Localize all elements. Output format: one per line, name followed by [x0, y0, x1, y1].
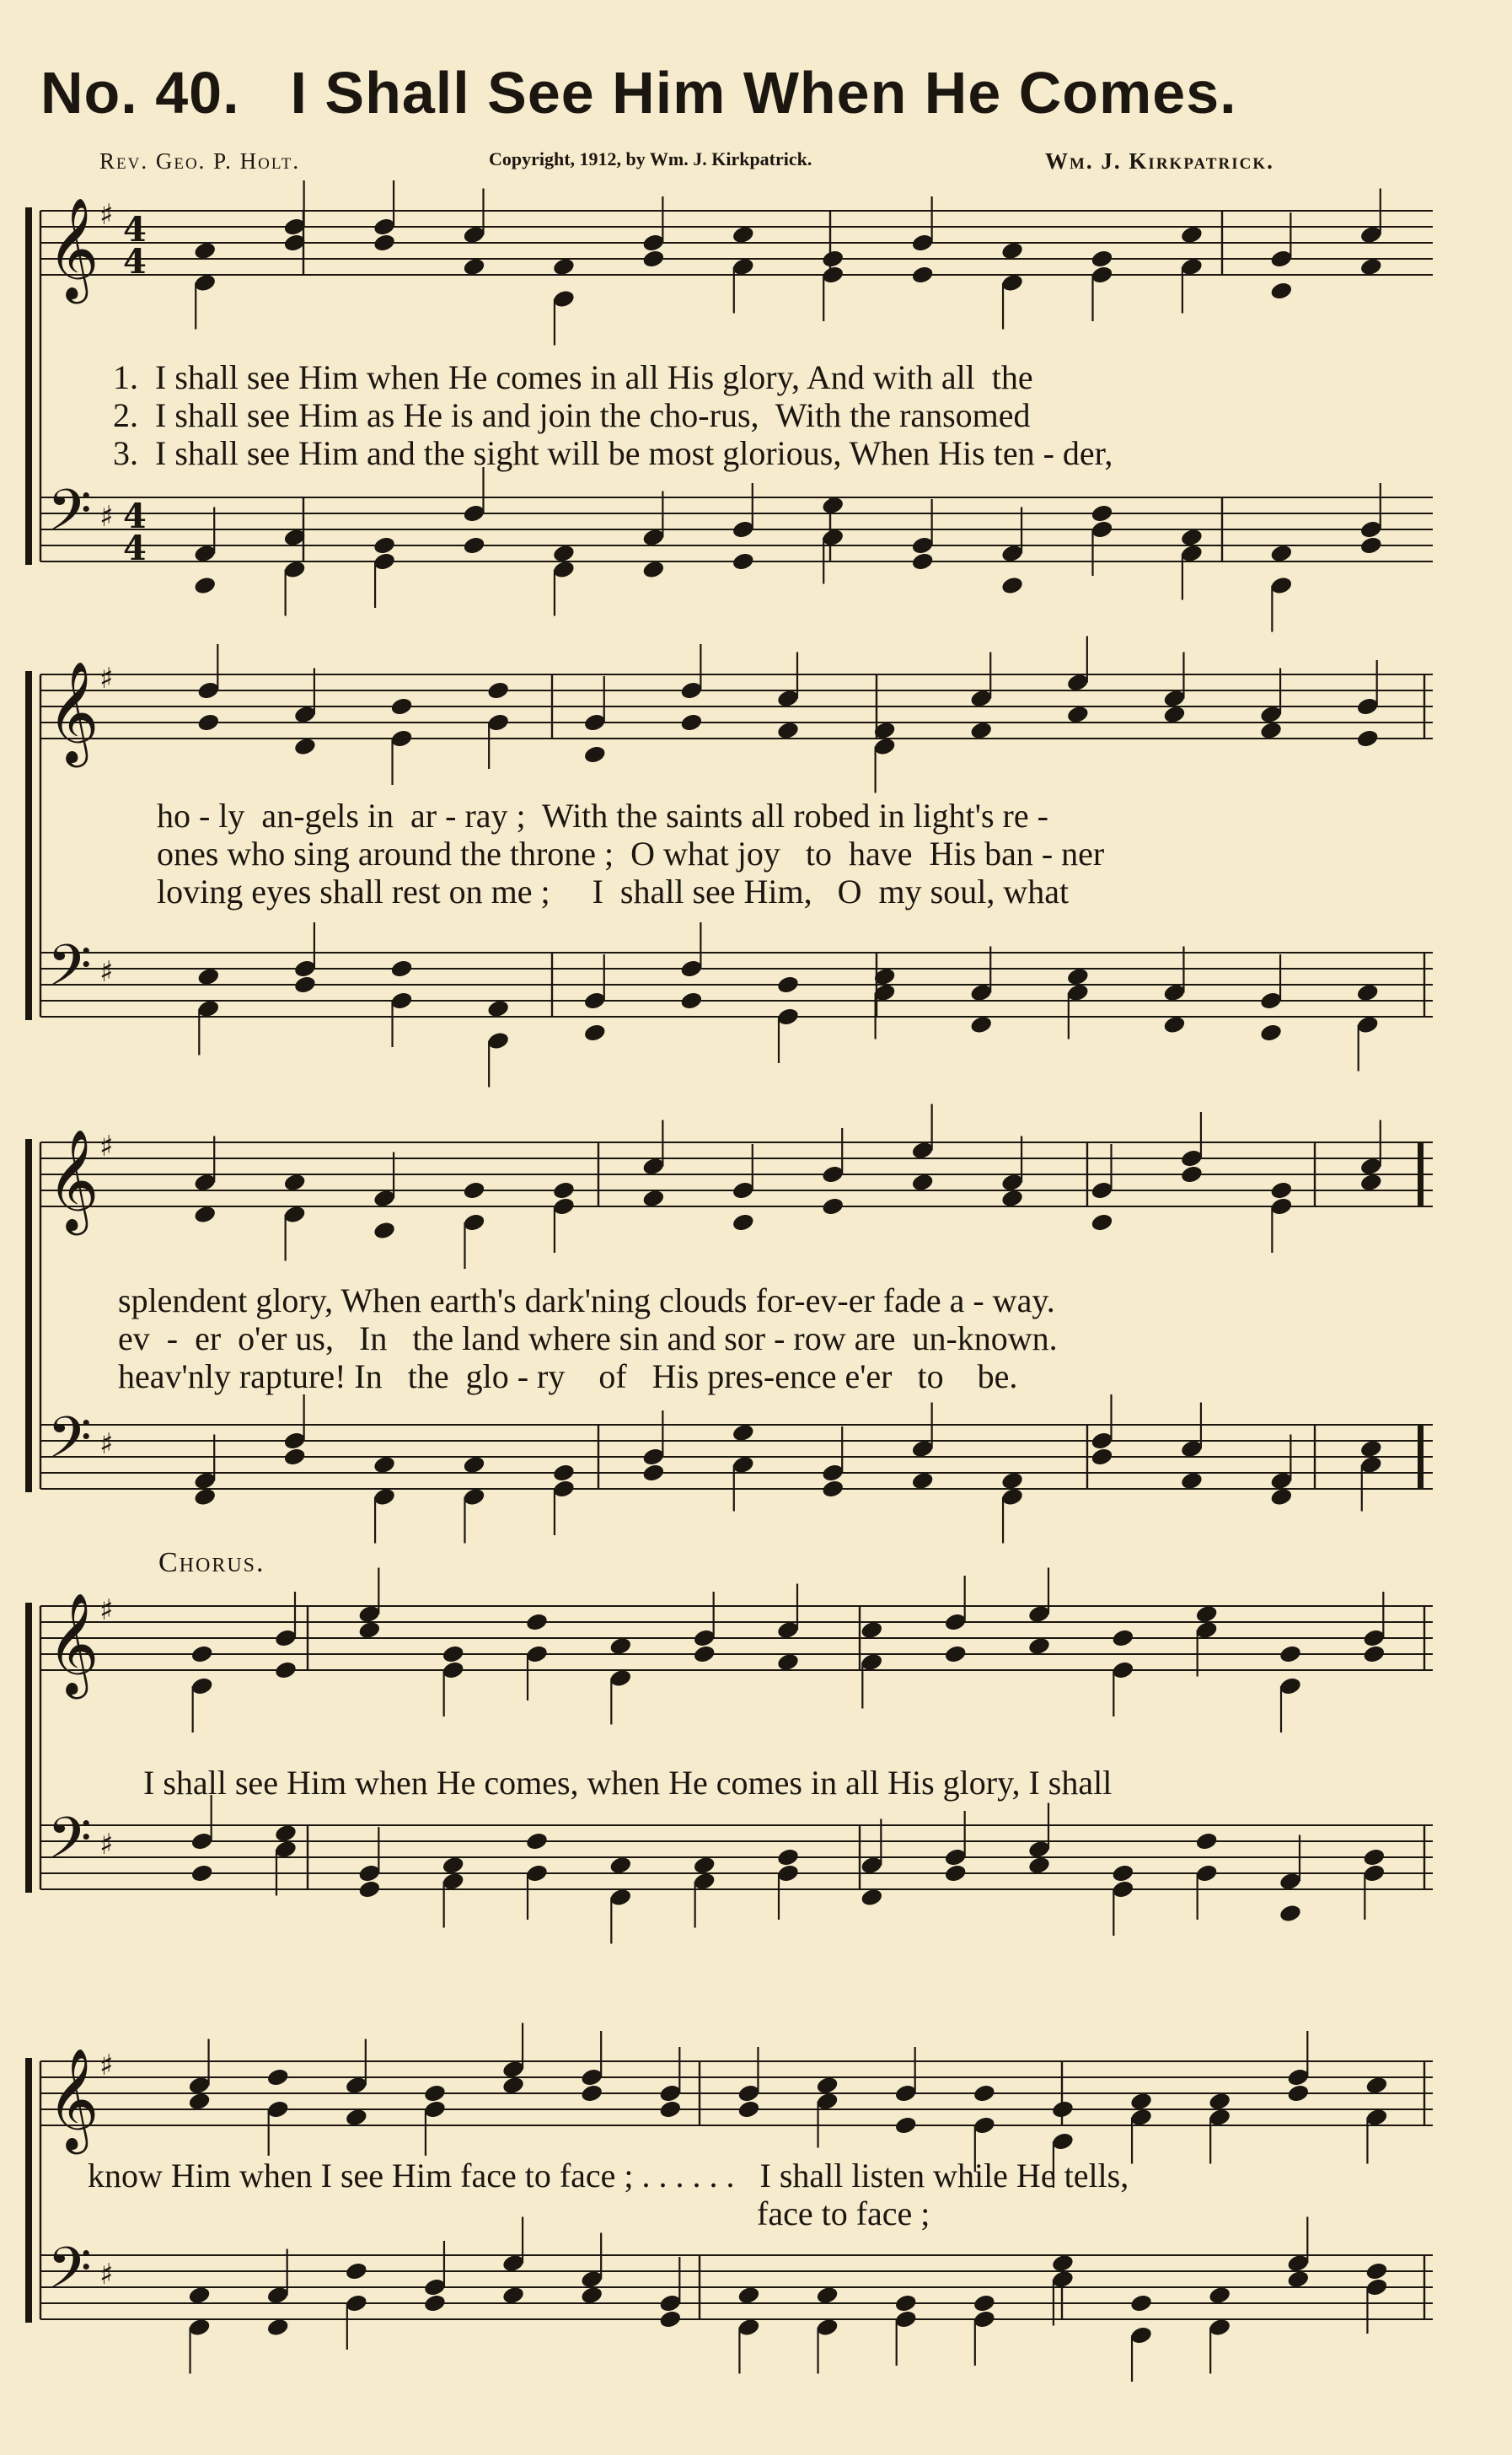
- notehead: [910, 1470, 934, 1491]
- time-signature-top: 4: [123, 497, 147, 536]
- system-bracket: [25, 1139, 32, 1492]
- notehead: [1180, 527, 1204, 547]
- sharp-icon: ♯: [99, 662, 114, 696]
- notehead: [609, 1636, 632, 1656]
- notehead: [580, 2285, 603, 2305]
- sharp-icon: ♯: [99, 955, 114, 989]
- lyricist-credit: Rev. Geo. P. Holt.: [99, 148, 301, 174]
- notehead: [193, 1486, 217, 1507]
- treble-clef-icon: 𝄞: [47, 1128, 99, 1231]
- notehead: [187, 2285, 211, 2305]
- notehead: [580, 2083, 603, 2103]
- notehead: [776, 1847, 800, 1867]
- notehead: [1359, 535, 1383, 556]
- notehead: [821, 495, 844, 515]
- notehead: [1259, 720, 1283, 740]
- notehead: [821, 1479, 844, 1499]
- notehead: [373, 535, 396, 556]
- notehead: [679, 712, 703, 733]
- notehead: [190, 1644, 213, 1664]
- notehead: [373, 1220, 396, 1240]
- notehead: [732, 1212, 755, 1233]
- notehead: [1356, 728, 1380, 749]
- final-barline: [1418, 1425, 1424, 1489]
- notehead: [692, 1644, 716, 1664]
- notehead: [525, 1612, 549, 1632]
- notehead: [373, 233, 396, 253]
- notehead: [266, 2317, 290, 2337]
- notehead: [737, 2099, 760, 2119]
- lyric-line-verse-1: splendent glory, When earth's dark'ning clouds for-ev-er fade a - way.: [118, 1281, 1055, 1319]
- sharp-icon: ♯: [99, 1593, 114, 1627]
- notehead: [274, 1660, 298, 1680]
- notehead: [1286, 2083, 1310, 2103]
- notehead: [1162, 1014, 1186, 1034]
- lyric-line-verse-2: ev - er o'er us, In the land where sin and sor - row are un-known.: [118, 1319, 1058, 1357]
- notehead: [1180, 1470, 1204, 1491]
- notehead: [552, 1463, 576, 1483]
- sharp-icon: ♯: [99, 2049, 114, 2082]
- notehead: [860, 1620, 883, 1640]
- notehead: [1000, 240, 1024, 261]
- time-signature-bottom: 4: [123, 242, 147, 282]
- time-signature-top: 4: [123, 210, 147, 250]
- notehead: [973, 2293, 996, 2313]
- notehead: [357, 1620, 381, 1640]
- notehead: [1066, 704, 1090, 724]
- notehead: [969, 1014, 993, 1034]
- bass-clef-icon: 𝄢: [47, 1405, 92, 1485]
- notehead: [943, 1644, 967, 1664]
- sharp-icon: ♯: [99, 2258, 114, 2291]
- system-bracket: [25, 2058, 32, 2323]
- system-bracket: [25, 207, 32, 565]
- notehead: [1129, 2091, 1153, 2111]
- notehead: [1066, 966, 1090, 986]
- notehead: [583, 1023, 607, 1043]
- notehead: [910, 1172, 934, 1192]
- notehead: [732, 224, 755, 244]
- bass-clef-icon: 𝄢: [47, 1806, 92, 1886]
- notehead: [441, 1855, 464, 1875]
- notehead: [345, 2107, 368, 2127]
- notehead: [1051, 2099, 1075, 2119]
- notehead: [1365, 2075, 1388, 2095]
- notehead: [1359, 1172, 1383, 1192]
- notehead: [187, 2091, 211, 2111]
- lyric-line-verse-1: 1. I shall see Him when He comes in all His glory, And with all the: [113, 358, 1033, 396]
- notehead: [860, 1887, 883, 1907]
- notehead: [821, 1196, 844, 1217]
- notehead: [1000, 1470, 1024, 1491]
- notehead: [641, 559, 665, 579]
- lyric-line-verse-2: 2. I shall see Him as He is and join the cho-rus, With the ransomed: [113, 396, 1031, 434]
- lyric-line-verse-3: heav'nly rapture! In the glo - ry of His pres-ence e'er to be.: [118, 1357, 1018, 1395]
- notehead: [679, 991, 703, 1011]
- notehead: [1027, 1855, 1051, 1875]
- notehead: [1269, 543, 1293, 563]
- sharp-icon: ♯: [99, 500, 114, 534]
- notehead: [658, 2099, 682, 2119]
- notehead: [969, 720, 993, 740]
- notehead: [641, 1463, 665, 1483]
- notehead: [1090, 1212, 1113, 1233]
- notehead: [1362, 1644, 1386, 1664]
- final-barline: [1418, 1142, 1424, 1206]
- notehead: [1090, 1447, 1113, 1467]
- notehead: [815, 2285, 839, 2305]
- notehead: [282, 1447, 306, 1467]
- notehead: [641, 1188, 665, 1208]
- lyric-line-verse-1: ho - ly an-gels in ar - ray ; With the saints all robed in light's re -: [157, 797, 1048, 835]
- notehead: [462, 256, 485, 277]
- lyric-line-verse-3: loving eyes shall rest on me ; I shall see Him, O my soul, what: [157, 873, 1070, 911]
- notehead: [583, 744, 607, 765]
- notehead: [1000, 575, 1024, 595]
- notehead: [552, 543, 576, 563]
- notehead: [1051, 2253, 1075, 2273]
- treble-clef-icon: 𝄞: [47, 660, 99, 763]
- notehead: [943, 1863, 967, 1883]
- notehead: [692, 1855, 716, 1875]
- lyric-line-verse-2: ones who sing around the throne ; O what joy to have His ban - ner: [157, 835, 1105, 873]
- notehead: [462, 1454, 485, 1475]
- notehead: [196, 966, 220, 986]
- notehead: [345, 2261, 368, 2281]
- notehead: [641, 249, 665, 269]
- notehead: [274, 1823, 298, 1843]
- lyric-line-verse-3: 3. I shall see Him and the sight will be most glorious, When His ten - der,: [113, 434, 1113, 472]
- notehead: [1111, 1863, 1134, 1883]
- sharp-icon: ♯: [99, 1828, 114, 1861]
- notehead: [1269, 281, 1293, 301]
- notehead: [1180, 224, 1204, 244]
- notehead: [776, 975, 800, 995]
- notehead: [1269, 1180, 1293, 1201]
- notehead: [462, 1180, 485, 1201]
- notehead: [1279, 1903, 1302, 1923]
- lyric-line-chorus: I shall see Him when He comes, when He comes in all His glory, I shall: [143, 1764, 1113, 1802]
- notehead: [193, 575, 217, 595]
- notehead: [732, 551, 755, 572]
- notehead: [821, 249, 844, 269]
- notehead: [894, 2293, 918, 2313]
- lyric-line-chorus: know Him when I see Him face to face ; . . . . . . I shall listen while He tells,: [88, 2157, 1129, 2194]
- notehead: [1111, 1628, 1134, 1648]
- notehead: [1259, 1023, 1283, 1043]
- notehead: [373, 1454, 396, 1475]
- sharp-icon: ♯: [99, 1130, 114, 1163]
- notehead: [282, 1172, 306, 1192]
- notehead: [293, 975, 317, 995]
- notehead: [1180, 1164, 1204, 1185]
- notehead: [293, 736, 317, 756]
- chorus-label: Chorus.: [158, 1547, 265, 1578]
- notehead: [193, 1204, 217, 1224]
- sharp-icon: ♯: [99, 1427, 114, 1461]
- notehead: [1356, 982, 1380, 1002]
- notehead: [1000, 1188, 1024, 1208]
- notehead: [1208, 2285, 1231, 2305]
- notehead: [193, 240, 217, 261]
- notehead: [1027, 1636, 1051, 1656]
- notehead: [1194, 1604, 1218, 1624]
- bass-clef-icon: 𝄢: [47, 933, 92, 1013]
- notehead: [1359, 1438, 1383, 1458]
- treble-clef-icon: 𝄞: [47, 2047, 99, 2150]
- notehead: [815, 2075, 839, 2095]
- notehead: [910, 265, 934, 285]
- notehead: [441, 1644, 464, 1664]
- notehead: [1090, 249, 1113, 269]
- notehead: [552, 256, 576, 277]
- notehead: [609, 1855, 632, 1875]
- notehead: [737, 2285, 760, 2305]
- notehead: [423, 2083, 447, 2103]
- lyric-line-chorus-echo: face to face ;: [757, 2194, 930, 2232]
- notehead: [1279, 1644, 1302, 1664]
- notehead: [357, 1879, 381, 1899]
- page-title: [40, 59, 1237, 126]
- notehead: [1090, 503, 1113, 524]
- hymn-title: I Shall See Him When He Comes.: [290, 60, 1237, 126]
- notehead: [1194, 1831, 1218, 1851]
- notehead: [1359, 256, 1383, 277]
- composer-credit: Wm. J. Kirkpatrick.: [1045, 148, 1274, 174]
- sharp-icon: ♯: [99, 198, 114, 232]
- bass-clef-icon: 𝄢: [47, 478, 92, 558]
- notehead: [776, 1652, 800, 1672]
- system-bracket: [25, 671, 32, 1020]
- bass-clef-icon: 𝄢: [47, 2236, 92, 2316]
- notehead: [658, 2309, 682, 2329]
- treble-clef-icon: 𝄞: [47, 196, 99, 299]
- notehead: [462, 535, 485, 556]
- notehead: [732, 1422, 755, 1442]
- notehead: [196, 712, 220, 733]
- system-bracket: [25, 1603, 32, 1893]
- notehead: [1129, 2293, 1153, 2313]
- copyright-notice: Copyright, 1912, by Wm. J. Kirkpatrick.: [489, 148, 812, 169]
- notehead: [486, 680, 510, 701]
- notehead: [1365, 2261, 1388, 2281]
- notehead: [423, 2293, 447, 2313]
- notehead: [973, 2083, 996, 2103]
- notehead: [552, 1180, 576, 1201]
- notehead: [894, 2115, 918, 2135]
- notehead: [1286, 2269, 1310, 2289]
- notehead: [501, 2285, 525, 2305]
- notehead: [190, 1863, 213, 1883]
- notehead: [910, 551, 934, 572]
- notehead: [525, 1831, 549, 1851]
- notehead: [389, 959, 413, 979]
- notehead: [389, 696, 413, 717]
- notehead: [1162, 704, 1186, 724]
- notehead: [266, 2067, 290, 2087]
- notehead: [501, 2075, 525, 2095]
- hymn-number: No. 40.: [40, 60, 240, 126]
- notehead: [1208, 2091, 1231, 2111]
- notehead: [776, 720, 800, 740]
- notehead: [1362, 1847, 1386, 1867]
- time-signature-bottom: 4: [123, 529, 147, 568]
- notehead: [486, 998, 510, 1018]
- treble-clef-icon: 𝄞: [47, 1592, 99, 1695]
- notehead: [1269, 1486, 1293, 1507]
